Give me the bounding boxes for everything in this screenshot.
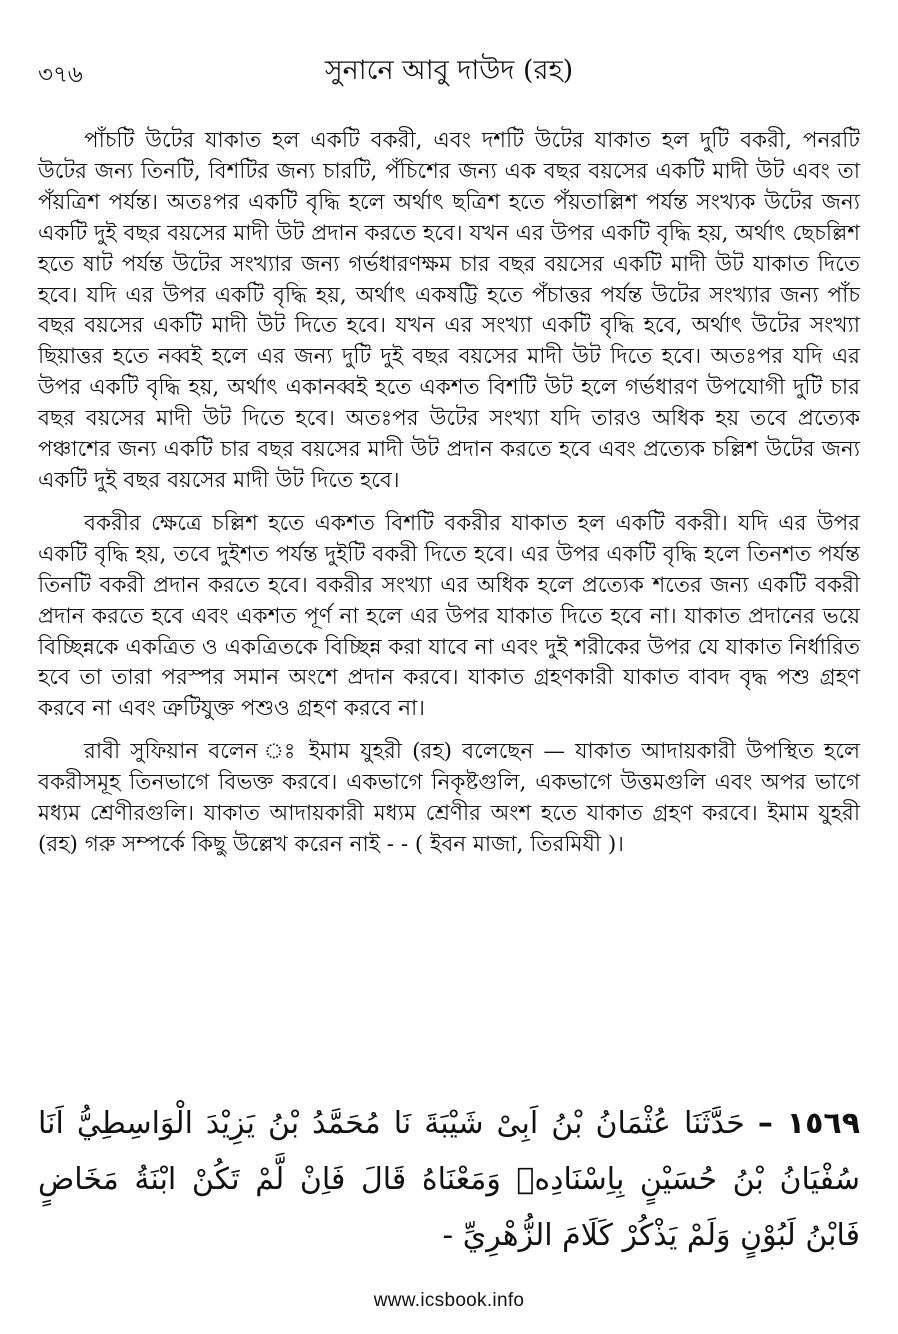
page-number: ৩৭৬	[38, 62, 83, 88]
paragraph-camel-zakat: পাঁচটি উটের যাকাত হল একটি বকরী, এবং দশটি উটের যাকাত হল দুটি বকরী, পনরটি উটের জন্য তিনটি, বিশটির জন্য চারটি, পঁচিশের জন্য এক বছর বয়সের একটি মাদী উট এবং তা পঁয়ত্রিশ পর্যন্ত। অতঃপর একটি বৃদ্ধি হলে অর্থাৎ ছত্রিশ হতে পঁয়তাল্লিশ পর্যন্ত সংখ্যক উটের জন্য একটি দুই বছর বয়সের মাদী উট প্রদান করতে হবে। যখন এর উপর একটি বৃদ্ধি হয়, অর্থাৎ ছেচল্লিশ হতে ষাট পর্যন্ত উটের সংখ্যার জন্য গর্ভধারণক্ষম চার বছর বয়সের একটি মাদী উট যাকাত দিতে হবে। যদি এর উপর একটি বৃদ্ধি হয়, অর্থাৎ একষট্টি হতে পঁচাত্তর পর্যন্ত উটের সংখ্যার জন্য পাঁচ বছর বয়সের একটি মাদী উট দিতে হবে। যখন এর সংখ্যা একটি বৃদ্ধি হবে, অর্থাৎ উটের সংখ্যা ছিয়াত্তর হতে নব্বই হলে এর জন্য দুটি দুই বছর বয়সের মাদী উট দিতে হবে। অতঃপর যদি এর উপর একটি বৃদ্ধি হয়, অর্থাৎ একানব্বই হতে একশত বিশটি উট হলে গর্ভধারণ উপযোগী দুটি চার বছর বয়সের মাদী উট দিতে হবে। অতঃপর উটের সংখ্যা যদি তারও অধিক হয় তবে প্রত্যেক পঞ্চাশের জন্য একটি চার বছর বয়সের মাদী উট প্রদান করতে হবে এবং প্রত্যেক চল্লিশ উটের জন্য একটি দুই বছর বয়সের মাদী উট দিতে হবে।	[38, 128, 860, 493]
hadith-number: ١٥٦٩ –	[757, 1106, 861, 1141]
paragraph-narrator-sufyan: রাবী সুফিয়ান বলেন ঃ ইমাম যুহরী (রহ) বলেছেন — যাকাত আদায়কারী উপস্থিত হলে বকরীসমূহ তিনভাগে বিভক্ত করবে। একভাগে নিকৃষ্টগুলি, একভাগে উত্তমগুলি এবং অপর ভাগে মধ্যম শ্রেণীরগুলি। যাকাত আদায়কারী মধ্যম শ্রেণীর অংশ হতে যাকাত গ্রহণ করবে। ইমাম যুহরী (রহ) গরু সম্পর্কে কিছু উল্লেখ করেন নাই - - ( ইবন মাজা, তিরমিযী )।	[38, 739, 860, 857]
arabic-hadith	[38, 1096, 860, 1264]
footer-url: www.icsbook.info	[373, 1290, 525, 1311]
book-title: সুনানে আবু দাউদ (রহ)	[324, 55, 574, 86]
page-header	[38, 50, 860, 96]
arabic-hadith-text: حَدَّثَنَا عُثْمَانُ بْنُ اَبِىْ شَيْبَةَ نَا مُحَمَّدُ بْنُ يَزِيْدَ الْوَاسِطِيُّ اَنَا سُفْيَانُ بْنُ حُسَيْنٍ بِاِسْنَادِهٖ وَمَعْنَاهُ قَالَ فَاِنْ لَّمْ تَكُنْ ابْنَةُ مَخَاضٍ فَابْنُ لَبُوْنٍ وَلَمْ يَذْكُرْ كَلَامَ الزُّهْرِيِّ -	[38, 1106, 860, 1253]
paragraph-goat-zakat: বকরীর ক্ষেত্রে চল্লিশ হতে একশত বিশটি বকরীর যাকাত হল একটি বকরী। যদি এর উপর একটি বৃদ্ধি হয়, তবে দুইশত পর্যন্ত দুইটি বকরী দিতে হবে। এর উপর একটি বৃদ্ধি হলে তিনশত পর্যন্ত তিনটি বকরী প্রদান করতে হবে। বকরীর সংখ্যা এর অধিক হলে প্রত্যেক শতের জন্য একটি বকরী প্রদান করতে হবে এবং একশত পূর্ণ না হলে এর উপর যাকাত দিতে হবে না। যাকাত প্রদানের ভয়ে বিচ্ছিন্নকে একত্রিত ও একত্রিতকে বিচ্ছিন্ন করা যাবে না এবং দুই শরীকের উপর যে যাকাত নির্ধারিত হবে তা তারা পরস্পর সমান অংশে প্রদান করবে। যাকাত গ্রহণকারী যাকাত বাবদ বৃদ্ধ পশু গ্রহণ করবে না এবং ত্রুটিযুক্ত পশুও গ্রহণ করবে না।	[38, 510, 860, 722]
body-text	[38, 126, 860, 873]
